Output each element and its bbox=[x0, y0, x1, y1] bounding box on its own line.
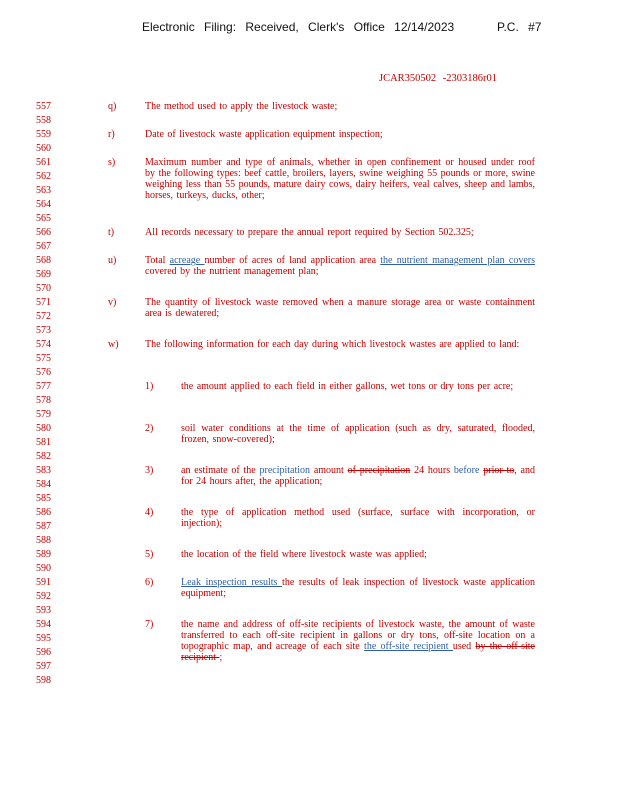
line-number: 586 bbox=[36, 507, 51, 518]
line-number: 582 bbox=[36, 451, 51, 462]
line-number: 592 bbox=[36, 591, 51, 602]
line-number: 593 bbox=[36, 605, 51, 616]
inserted-text: before bbox=[453, 465, 480, 476]
line-number: 585 bbox=[36, 493, 51, 504]
filing-header bbox=[142, 20, 542, 34]
text-run: an estimate of the bbox=[181, 465, 260, 476]
text-run: ; bbox=[219, 652, 223, 663]
text-run: amount bbox=[310, 465, 348, 476]
line-number: 598 bbox=[36, 675, 51, 686]
inserted-text: the nutrient management plan covers bbox=[380, 255, 535, 266]
line-number: 561 bbox=[36, 157, 51, 168]
subitem-label-4: 4) bbox=[145, 507, 154, 518]
item-text-s: Maximum number and type of animals, whether in open confinement or housed under roof by the following types: beef cattle, broilers, layers, swine weighing 55 pounds or more, swine weighing less than 55 pounds, mature dairy cows, dairy heifers, veal calves, sheep and lambs, horses, turkeys, ducks, other; bbox=[145, 157, 535, 201]
line-number: 570 bbox=[36, 283, 51, 294]
subitem-text-1: the amount applied to each field in either gallons, wet tons or dry tons per acre; bbox=[181, 381, 514, 392]
subitem-text-2: soil water conditions at the time of application (such as dry, saturated, flooded, frozen, snow-covered); bbox=[181, 423, 535, 445]
item-label-v: v) bbox=[108, 297, 117, 308]
line-number: 597 bbox=[36, 661, 51, 672]
line-number: 577 bbox=[36, 381, 51, 392]
line-number: 576 bbox=[36, 367, 51, 378]
line-number: 558 bbox=[36, 115, 51, 126]
line-number: 564 bbox=[36, 199, 51, 210]
line-number: 587 bbox=[36, 521, 51, 532]
text-run: number of acres of land application area bbox=[204, 255, 381, 266]
subitem-label-1: 1) bbox=[145, 381, 154, 392]
item-label-s: s) bbox=[108, 157, 116, 168]
subitem-label-2: 2) bbox=[145, 423, 154, 434]
text-run: the results of leak inspection of livestock waste application equipment; bbox=[181, 577, 536, 599]
item-text-t: All records necessary to prepare the annual report required by Section 502.325; bbox=[145, 227, 474, 238]
item-label-r: r) bbox=[108, 129, 115, 140]
line-number: 567 bbox=[36, 241, 51, 252]
line-number: 563 bbox=[36, 185, 51, 196]
item-text-v: The quantity of livestock waste removed when a manure storage area or waste containment area is dewatered; bbox=[145, 297, 535, 319]
line-number: 591 bbox=[36, 577, 51, 588]
subitem-label-6: 6) bbox=[145, 577, 154, 588]
subitem-text-4: the type of application method used (surface, surface with incorporation, or injection); bbox=[181, 507, 535, 529]
subitem-text-3 bbox=[181, 465, 535, 487]
line-number: 557 bbox=[36, 101, 51, 112]
deleted-text: prior to bbox=[483, 465, 515, 476]
line-number: 569 bbox=[36, 269, 51, 280]
inserted-text: acreage bbox=[169, 255, 205, 266]
line-number: 565 bbox=[36, 213, 51, 224]
line-number: 578 bbox=[36, 395, 51, 406]
line-number: 579 bbox=[36, 409, 51, 420]
deleted-text: of precipitation bbox=[347, 465, 411, 476]
inserted-text: Leak inspection results bbox=[181, 577, 283, 588]
item-text-u bbox=[145, 255, 535, 277]
inserted-text: the off-site recipient bbox=[364, 641, 453, 652]
subitem-label-3: 3) bbox=[145, 465, 154, 476]
subitem-text-5: the location of the field where livestock waste was applied; bbox=[181, 549, 427, 560]
item-label-u: u) bbox=[108, 255, 117, 266]
text-run: the name and address of off-site recipients of livestock waste, the amount of waste transferred to each off-site recipient in gallons or dry tons, off-site location on a topographic map, and acreage of each site bbox=[181, 619, 535, 652]
item-text-r: Date of livestock waste application equipment inspection; bbox=[145, 129, 383, 140]
line-number: 588 bbox=[36, 535, 51, 546]
deleted-text: by the off-site recipient bbox=[181, 641, 535, 663]
line-number: 562 bbox=[36, 171, 51, 182]
text-run: Total bbox=[145, 255, 170, 266]
line-number: 572 bbox=[36, 311, 51, 322]
line-number: 573 bbox=[36, 325, 51, 336]
line-number: 595 bbox=[36, 633, 51, 644]
filing-stamp: Electronic Filing: Received, Clerk's Office 12/14/2023 bbox=[142, 20, 455, 34]
line-number: 589 bbox=[36, 549, 51, 560]
inserted-text: precipitation bbox=[259, 465, 311, 476]
item-label-w: w) bbox=[108, 339, 119, 350]
subitem-text-7 bbox=[181, 619, 535, 663]
item-text-w: The following information for each day during which livestock wastes are applied to land: bbox=[145, 339, 520, 350]
line-number: 568 bbox=[36, 255, 51, 266]
line-number: 581 bbox=[36, 437, 51, 448]
line-number: 583 bbox=[36, 465, 51, 476]
item-text-q: The method used to apply the livestock waste; bbox=[145, 101, 338, 112]
text-run: 24 hours bbox=[410, 465, 454, 476]
item-label-t: t) bbox=[108, 227, 115, 238]
line-number: 559 bbox=[36, 129, 51, 140]
document-id: JCAR350502 -2303186r01 bbox=[379, 73, 498, 84]
line-number: 594 bbox=[36, 619, 51, 630]
subitem-text-6 bbox=[181, 577, 535, 599]
text-run: , and for 24 hours after, the application; bbox=[181, 465, 535, 487]
text-run: used bbox=[452, 641, 476, 652]
line-number: 575 bbox=[36, 353, 51, 364]
line-number: 560 bbox=[36, 143, 51, 154]
subitem-label-5: 5) bbox=[145, 549, 154, 560]
line-number: 574 bbox=[36, 339, 51, 350]
line-number: 571 bbox=[36, 297, 51, 308]
line-number: 590 bbox=[36, 563, 51, 574]
item-label-q: q) bbox=[108, 101, 117, 112]
line-number: 596 bbox=[36, 647, 51, 658]
line-number: 584 bbox=[36, 479, 51, 490]
page-code: P.C. #7 bbox=[497, 20, 542, 34]
line-number: 566 bbox=[36, 227, 51, 238]
subitem-label-7: 7) bbox=[145, 619, 154, 630]
line-number: 580 bbox=[36, 423, 51, 434]
text-run: covered by the nutrient management plan; bbox=[145, 266, 319, 277]
